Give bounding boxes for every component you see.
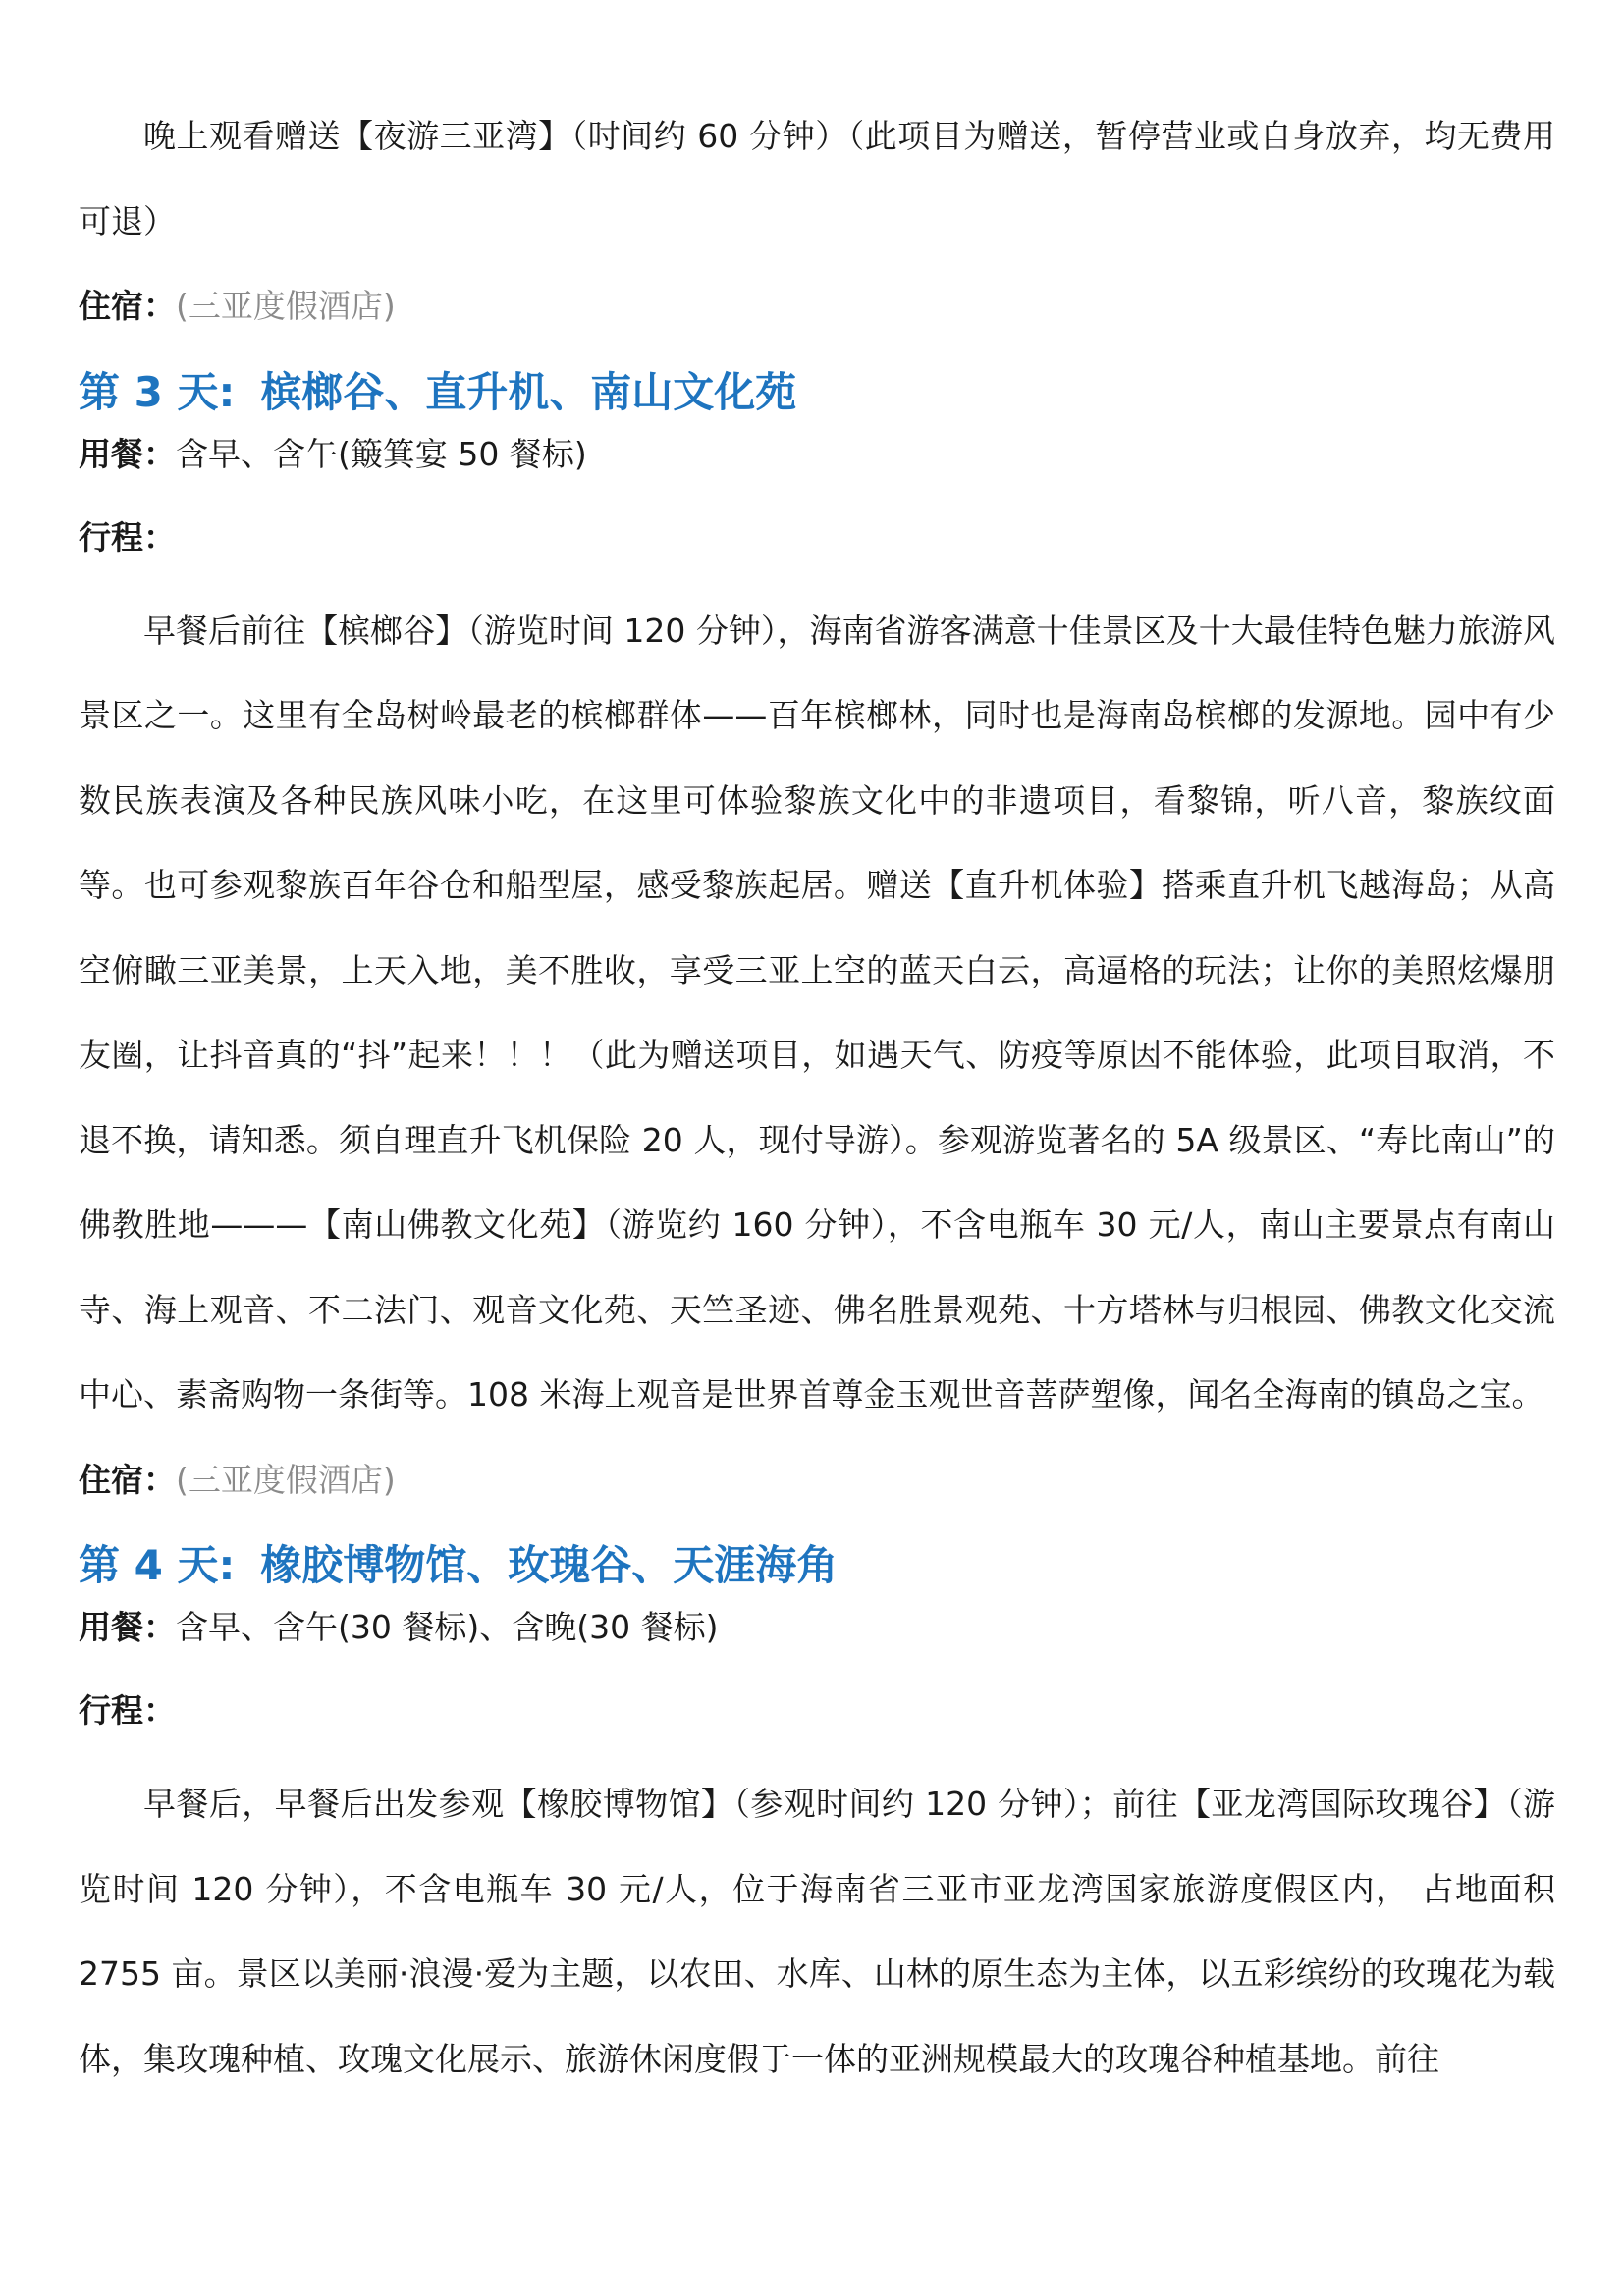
day3-lodging-value: (三亚度假酒店) [176, 1460, 396, 1499]
day4-itinerary-paragraph: 早餐后，早餐后出发参观【橡胶博物馆】（参观时间约 120 分钟）；前往【亚龙湾国际玫瑰谷】（游览时间 120 分钟），不含电瓶车 30 元/人，位于海南省三亚市亚龙湾国家旅游度假区内， 占地面积 2755 亩。景区以美丽·浪漫·爱为主题，以农田、水库、山林的原生态为主体，以五彩缤纷的玫瑰花为载体，集玫瑰种植、玫瑰文化展示、旅游休闲度假于一体的亚洲规模最大的玫瑰谷种植基地。前往 [79, 1785, 1555, 2078]
day3-lodging-row [79, 1438, 1555, 1523]
day3-title: 槟榔谷、直升机、南山文化苑 [260, 367, 797, 416]
day3-label: 第 3 天: [79, 367, 236, 416]
day4-heading [79, 1536, 1555, 1595]
lodging-label: 住宿： [79, 287, 176, 325]
itinerary-page [79, 94, 1555, 2102]
day3-heading [79, 363, 1555, 422]
day4-meals-label: 用餐： [79, 1608, 176, 1646]
day3-meals-value: 含早、含午(簸箕宴 50 餐标) [176, 434, 587, 473]
day3-meals-label: 用餐： [79, 434, 176, 473]
day4-meals-row [79, 1595, 1555, 1660]
lodging-value: (三亚度假酒店) [176, 287, 396, 325]
day3-itinerary-row [79, 487, 1555, 589]
day3-meals-row [79, 422, 1555, 487]
lodging-row [79, 264, 1555, 349]
evening-show-paragraph: 晚上观看赠送【夜游三亚湾】（时间约 60 分钟）（此项目为赠送，暂停营业或自身放弃，均无费用可退） [79, 117, 1555, 240]
day4-label: 第 4 天: [79, 1541, 236, 1589]
day4-itinerary-label: 行程： [79, 1691, 176, 1730]
day4-itinerary-row [79, 1660, 1555, 1762]
day3-itinerary-label: 行程： [79, 517, 176, 557]
day3-lodging-label: 住宿： [79, 1460, 176, 1499]
day4-title: 橡胶博物馆、玫瑰谷、天涯海角 [260, 1541, 839, 1589]
day4-meals-value: 含早、含午(30 餐标)、含晚(30 餐标) [176, 1608, 719, 1646]
day3-itinerary-paragraph: 早餐后前往【槟榔谷】（游览时间 120 分钟），海南省游客满意十佳景区及十大最佳特色魅力旅游风景区之一。这里有全岛树岭最老的槟榔群体——百年槟榔林，同时也是海南岛槟榔的发源地。园中有少数民族表演及各种民族风味小吃，在这里可体验黎族文化中的非遗项目，看黎锦，听八音，黎族纹面等。也可参观黎族百年谷仓和船型屋，感受黎族起居。赠送【直升机体验】搭乘直升机飞越海岛；从高空俯瞰三亚美景，上天入地，美不胜收，享受三亚上空的蓝天白云，高逼格的玩法；让你的美照炫爆朋友圈，让抖音真的“抖”起来！！！（此为赠送项目，如遇天气、防疫等原因不能体验，此项目取消，不退不换，请知悉。须自理直升飞机保险 20 人，现付导游）。参观游览著名的 5A 级景区、“寿比南山”的佛教胜地———【南山佛教文化苑】（游览约 160 分钟），不含电瓶车 30 元/人，南山主要景点有南山寺、海上观音、不二法门、观音文化苑、天竺圣迹、佛名胜景观苑、十方塔林与归根园、佛教文化交流中心、素斋购物一条街等。108 米海上观音是世界首尊金玉观世音菩萨塑像，闻名全海南的镇岛之宝。 [79, 611, 1555, 1414]
